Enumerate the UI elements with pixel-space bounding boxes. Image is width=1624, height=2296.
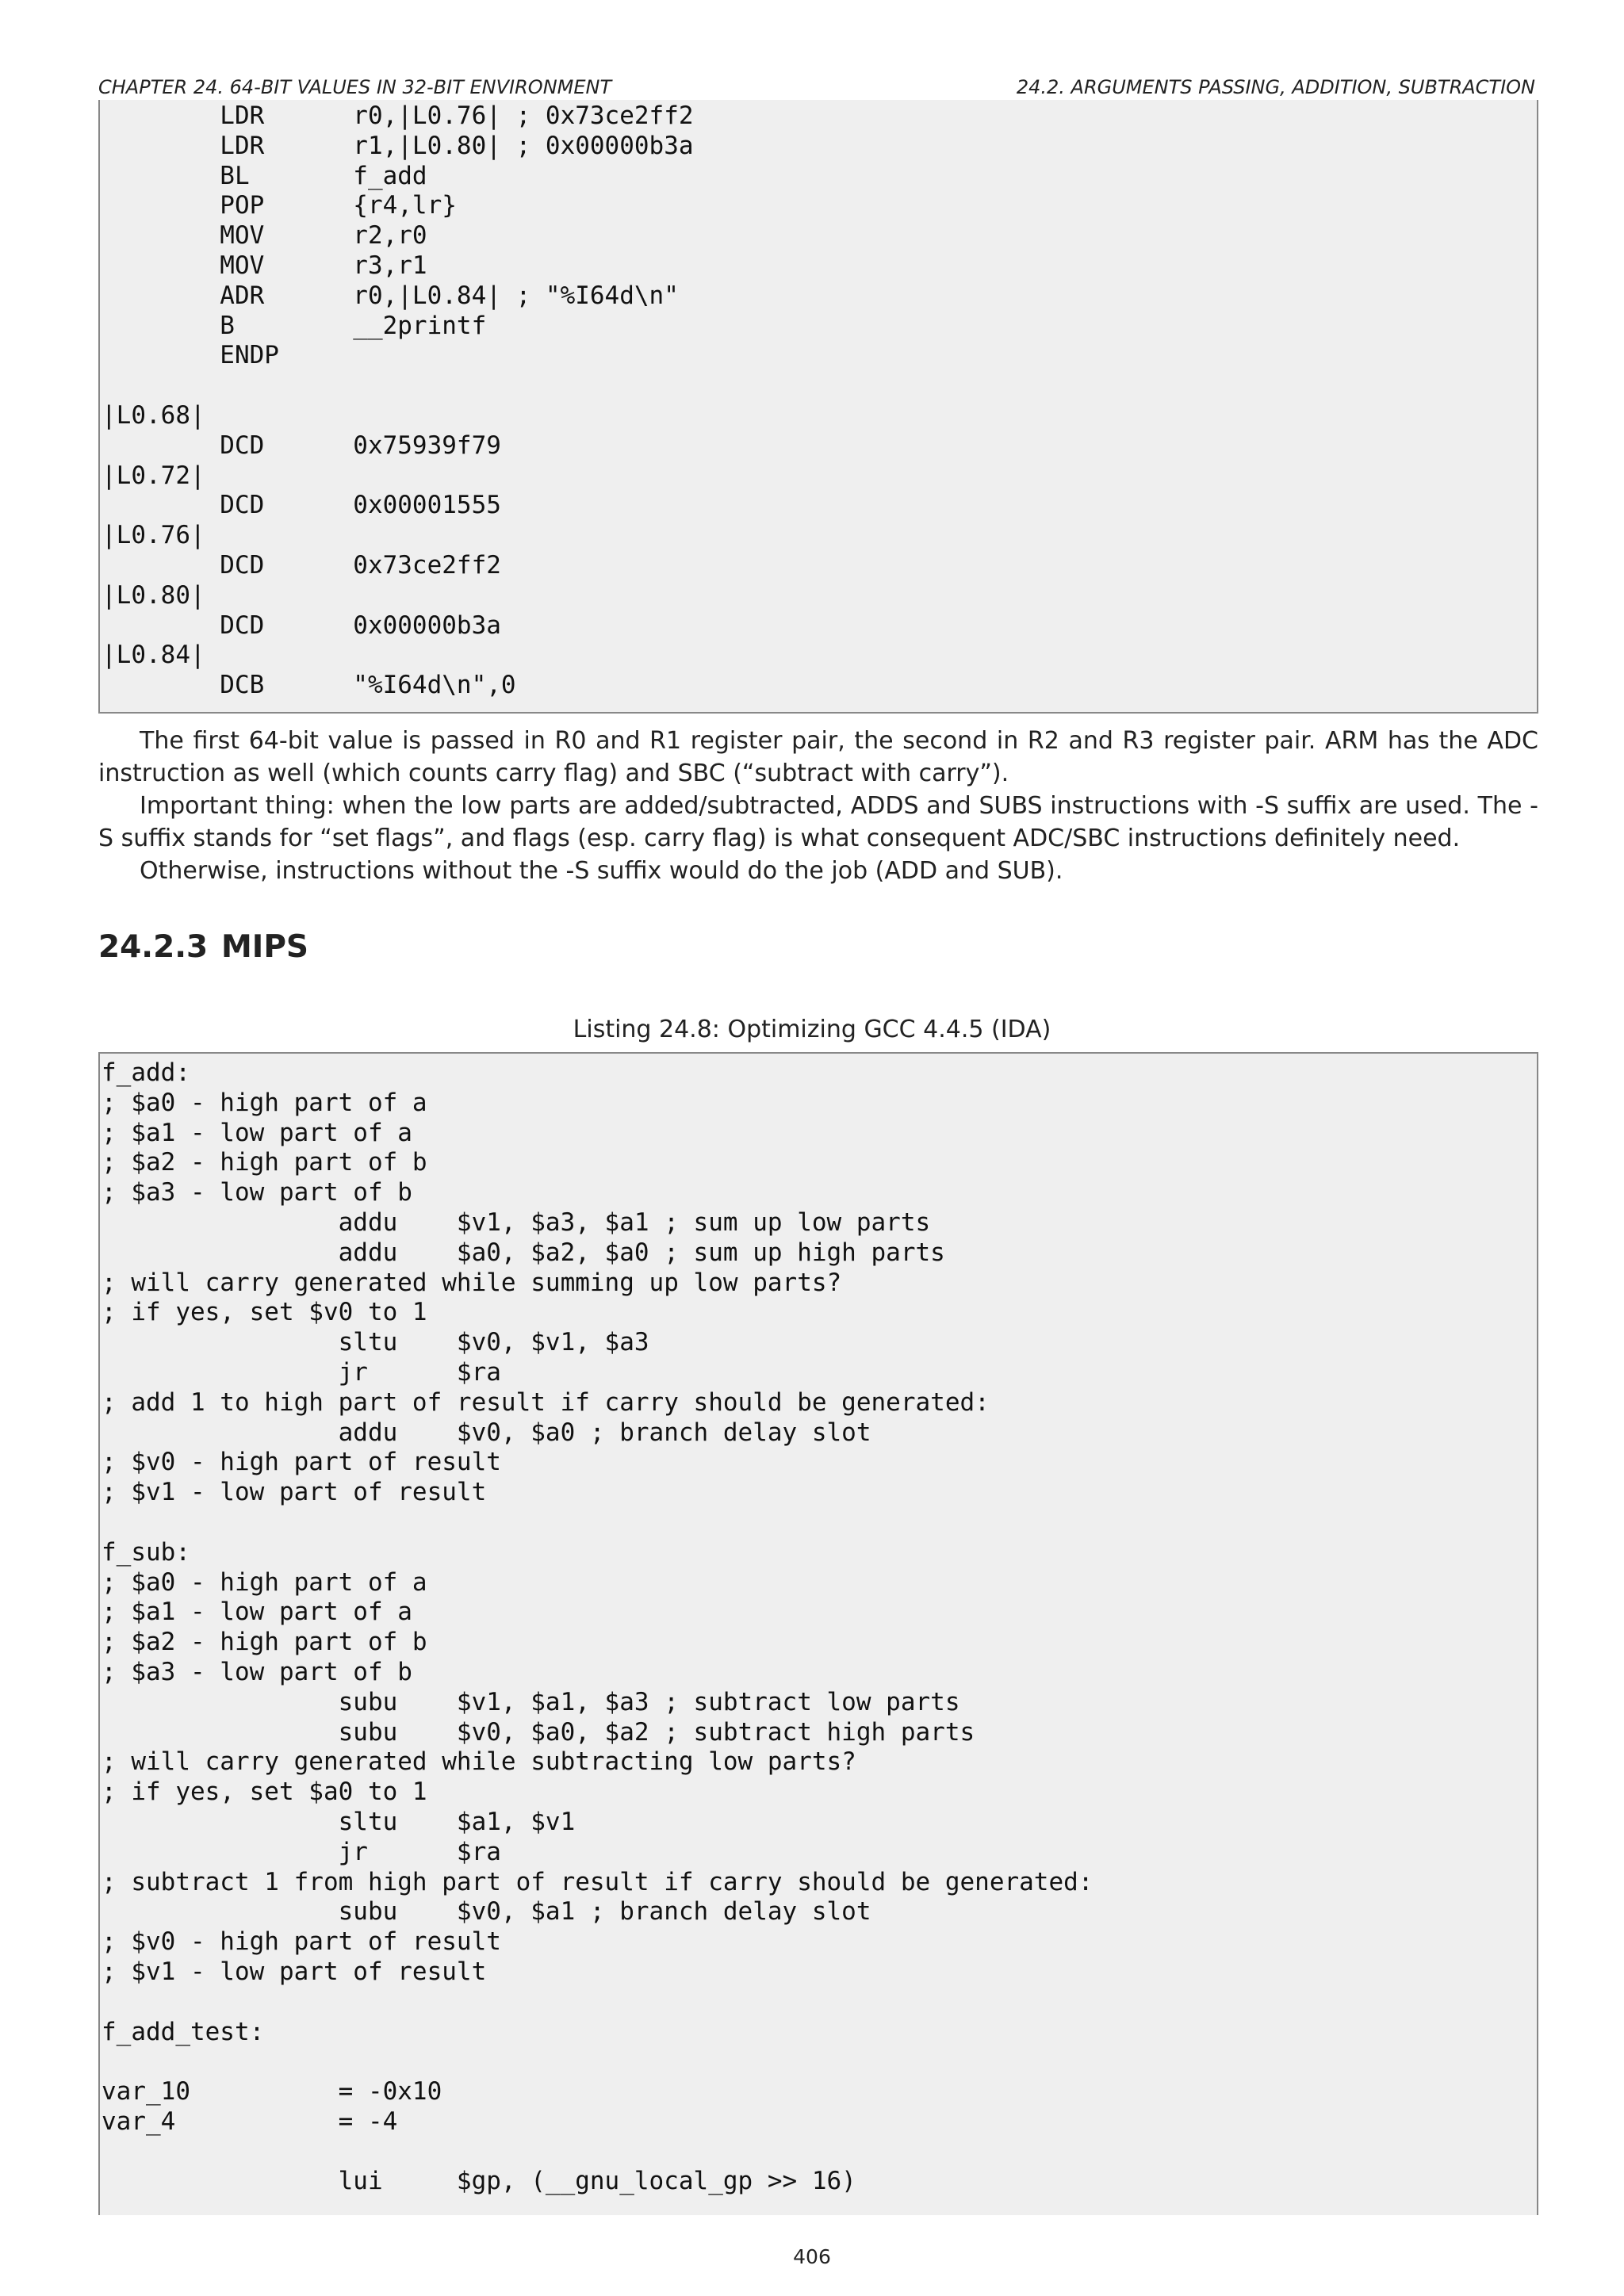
code-listing-arm — [98, 100, 1538, 714]
code-listing-arm-text: LDR r0,|L0.76| ; 0x73ce2ff2 LDR r1,|L0.80| ; 0x00000b3a BL f_add POP {r4,lr} MOV r2,r0 MOV r3,r1 ADR r0,|L0.84| ; "%I64d\n" B __2printf ENDP |L0.68| DCD 0x75939f79 |L0.72| DCD 0x00001555 |L0.76| DCD 0x73ce2ff2 |L0.80| DCD 0x00000b3a |L0.84| DCB "%I64d\n",0 — [102, 101, 694, 700]
code-listing-mips-text: f_add: ; $a0 - high part of a ; $a1 - low part of a ; $a2 - high part of b ; $a3 - low part of b addu $v1, $a3, $a1 ; sum up low parts addu $a0, $a2, $a0 ; sum up high parts ; will carry generated while summing up low parts? ; if yes, set $v0 to 1 sltu $v0, $v1, $a3 jr $ra ; add 1 to high part of result if carry should be generated: addu $v0, $a0 ; branch delay slot ; $v0 - high part of result ; $v1 - low part of result f_sub: ; $a0 - high part of a ; $a1 - low part of a ; $a2 - high part of b ; $a3 - low part of b subu $v1, $a1, $a3 ; subtract low parts subu $v0, $a0, $a2 ; subtract high parts ; will carry generated while subtracting low parts? ; if yes, set $a0 to 1 sltu $a1, $v1 jr $ra ; subtract 1 from high part of result if carry should be generated: subu $v0, $a1 ; branch delay slot ; $v0 - high part of result ; $v1 - low part of result f_add_test: var_10 = -0x10 var_4 = -4 lui $gp, (__gnu_local_gp >> 16) — [102, 1058, 1094, 2196]
header-section-title: 24.2. ARGUMENTS PASSING, ADDITION, SUBTRACTION — [1016, 76, 1535, 98]
paragraph: Important thing: when the low parts are added/subtracted, ADDS and SUBS instructions with -S suffix are used. The -S suffix stands for “set flags”, and flags (esp. carry flag) is what consequent ADC/SBC instructions definitely need. — [98, 792, 1538, 852]
section-heading — [98, 929, 308, 965]
listing-caption: Listing 24.8: Optimizing GCC 4.4.5 (IDA) — [573, 1016, 1051, 1043]
paragraph: Otherwise, instructions without the -S suffix would do the job (ADD and SUB). — [140, 857, 1063, 885]
page-header — [98, 68, 1535, 103]
section-title: MIPS — [221, 929, 308, 965]
section-number: 24.2.3 — [98, 929, 209, 965]
header-chapter-title: CHAPTER 24. 64-BIT VALUES IN 32-BIT ENVIRONMENT — [98, 76, 612, 98]
page-number: 406 — [793, 2245, 831, 2268]
body-text — [98, 725, 1538, 887]
code-listing-mips — [98, 1052, 1538, 2215]
paragraph: The first 64-bit value is passed in R0 and R1 register pair, the second in R2 and R3 register pair. ARM has the ADC instruction as well (which counts carry flag) and SBC (“subtract with carry”). — [98, 727, 1538, 787]
